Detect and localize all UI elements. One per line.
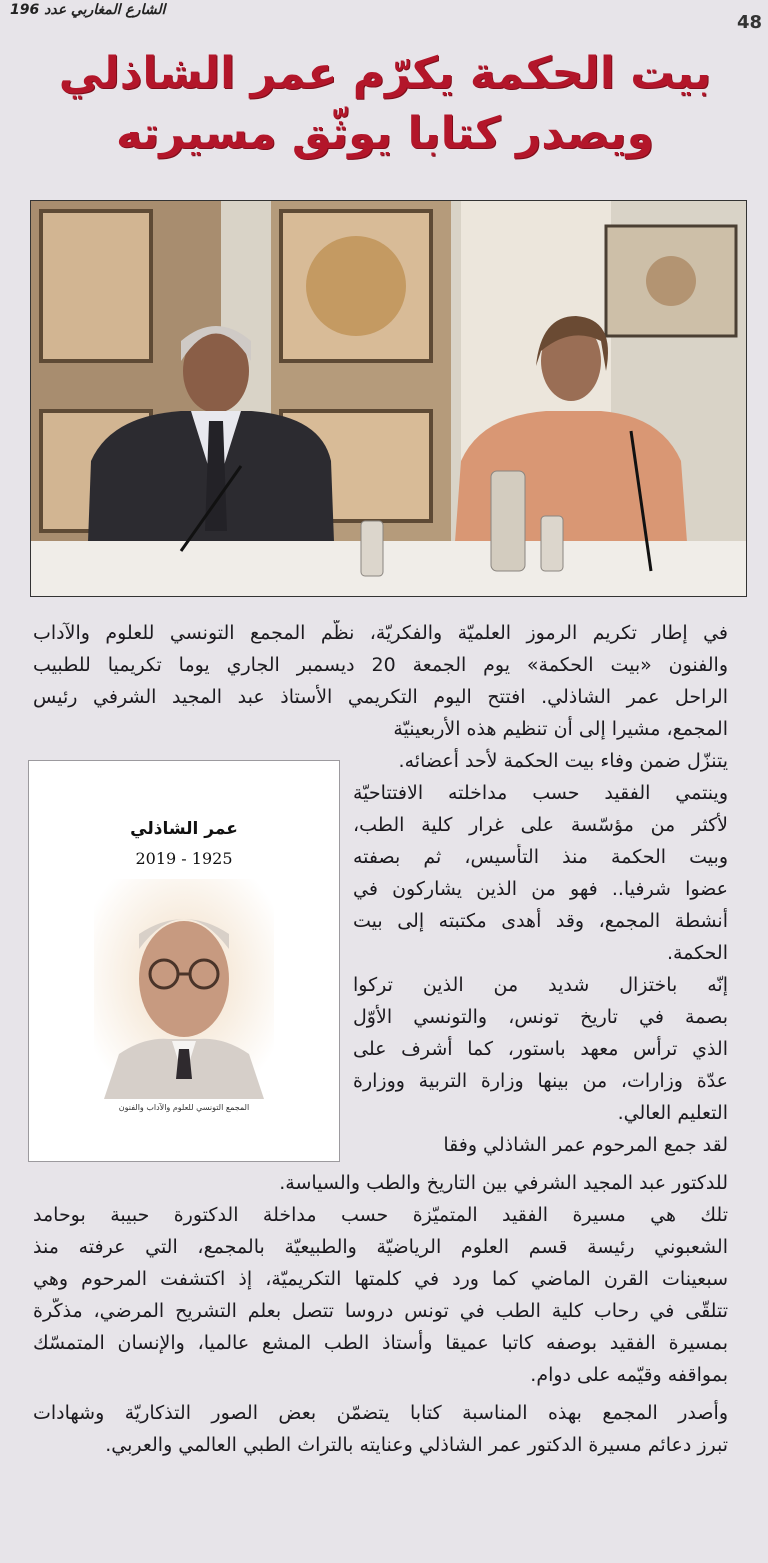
body-line: عدّة وزارات، من بينها وزارة التربية ووزارة xyxy=(353,1070,728,1092)
body-line: تلك هي مسيرة الفقيد المتميّزة حسب مداخلة الدكتورة حبيبة بوحامد xyxy=(33,1204,728,1226)
book-cover-publisher: المجمع التونسي للعلوم والآداب والفنون xyxy=(118,1103,250,1112)
headline-line-1: بيت الحكمة يكرّم عمر الشاذلي xyxy=(58,48,712,99)
body-line: الذي ترأس معهد باستور، كما أشرف على xyxy=(353,1038,728,1060)
portrait-photo xyxy=(94,879,274,1099)
body-line: سبعينات القرن الماضي كما ورد في كلمتها التكريميّة، إذ اكتشفت المرحوم وهي xyxy=(33,1268,728,1290)
body-line: المجمع، مشيرا إلى أن تنظيم هذه الأربعينيّة xyxy=(393,718,728,740)
headline-line-2: ويصدر كتابا يوثّق مسيرته xyxy=(116,108,654,159)
body-line: تتلقّى في رحاب كلية الطب في تونس دروسا تتصل بعلم التشريح المرضي، مذكّرة xyxy=(33,1300,728,1322)
event-photo xyxy=(30,200,747,597)
body-line: للدكتور عبد المجيد الشرفي بين التاريخ والطب والسياسة. xyxy=(279,1172,728,1194)
body-line: وينتمي الفقيد حسب مداخلته الافتتاحيّة xyxy=(353,782,728,804)
body-line: الراحل عمر الشاذلي. افتتح اليوم التكريمي الأستاذ عبد المجيد الشرفي رئيس xyxy=(33,686,728,708)
book-cover-image xyxy=(28,760,340,1162)
body-line: تبرز دعائم مسيرة الدكتور عمر الشاذلي وعنايته بالتراث الطبي العالمي والعربي. xyxy=(105,1434,728,1456)
body-line: لقد جمع المرحوم عمر الشاذلي وفقا xyxy=(443,1134,728,1156)
body-line: بصمة في تاريخ تونس، والتونسي الأوّل xyxy=(353,1006,728,1028)
body-line: أنشطة المجمع، وقد أهدى مكتبته إلى بيت xyxy=(353,910,728,932)
page-number: 48 xyxy=(736,12,762,33)
body-line: لأكثر من مؤسّسة على غرار كلية الطب، xyxy=(353,814,728,836)
body-line: الحكمة. xyxy=(666,942,728,964)
body-line: بمواقفه وقيّمه على دوام. xyxy=(530,1364,728,1386)
body-line: في إطار تكريم الرموز العلميّة والفكريّة، نظّم المجمع التونسي للعلوم والآداب xyxy=(33,622,728,644)
body-line: بمسيرة الفقيد بوصفه كاتبا عميقا وأستاذ الطب المشع عالميا، والإنسان المتمسّك xyxy=(33,1332,728,1354)
body-line: وبيت الحكمة منذ التأسيس، ثم بصفته xyxy=(353,846,728,868)
body-line: وأصدر المجمع بهذه المناسبة كتابا يتضمّن بعض الصور التذكاريّة وشهادات xyxy=(33,1402,728,1424)
book-cover-name: عمر الشاذلي xyxy=(130,819,238,839)
body-line: التعليم العالي. xyxy=(617,1102,728,1124)
publication-header: الشارع المغاربي عدد 196 xyxy=(10,2,166,18)
book-cover-years: 2019 - 1925 xyxy=(135,849,233,868)
body-line: عضوا شرفيا.. فهو من الذين يشاركون في xyxy=(353,878,728,900)
body-line: والفنون «بيت الحكمة» يوم الجمعة 20 ديسمبر الجاري يوما تكريميا للطبيب xyxy=(33,654,728,676)
body-line: يتنزّل ضمن وفاء بيت الحكمة لأحد أعضائه. xyxy=(398,750,728,772)
body-line: إنّه باختزال شديد من الذين تركوا xyxy=(353,974,728,996)
body-line: الشعبوني رئيسة قسم العلوم الرياضيّة والطبيعيّة بالمجمع، التي عرفته منذ xyxy=(33,1236,728,1258)
